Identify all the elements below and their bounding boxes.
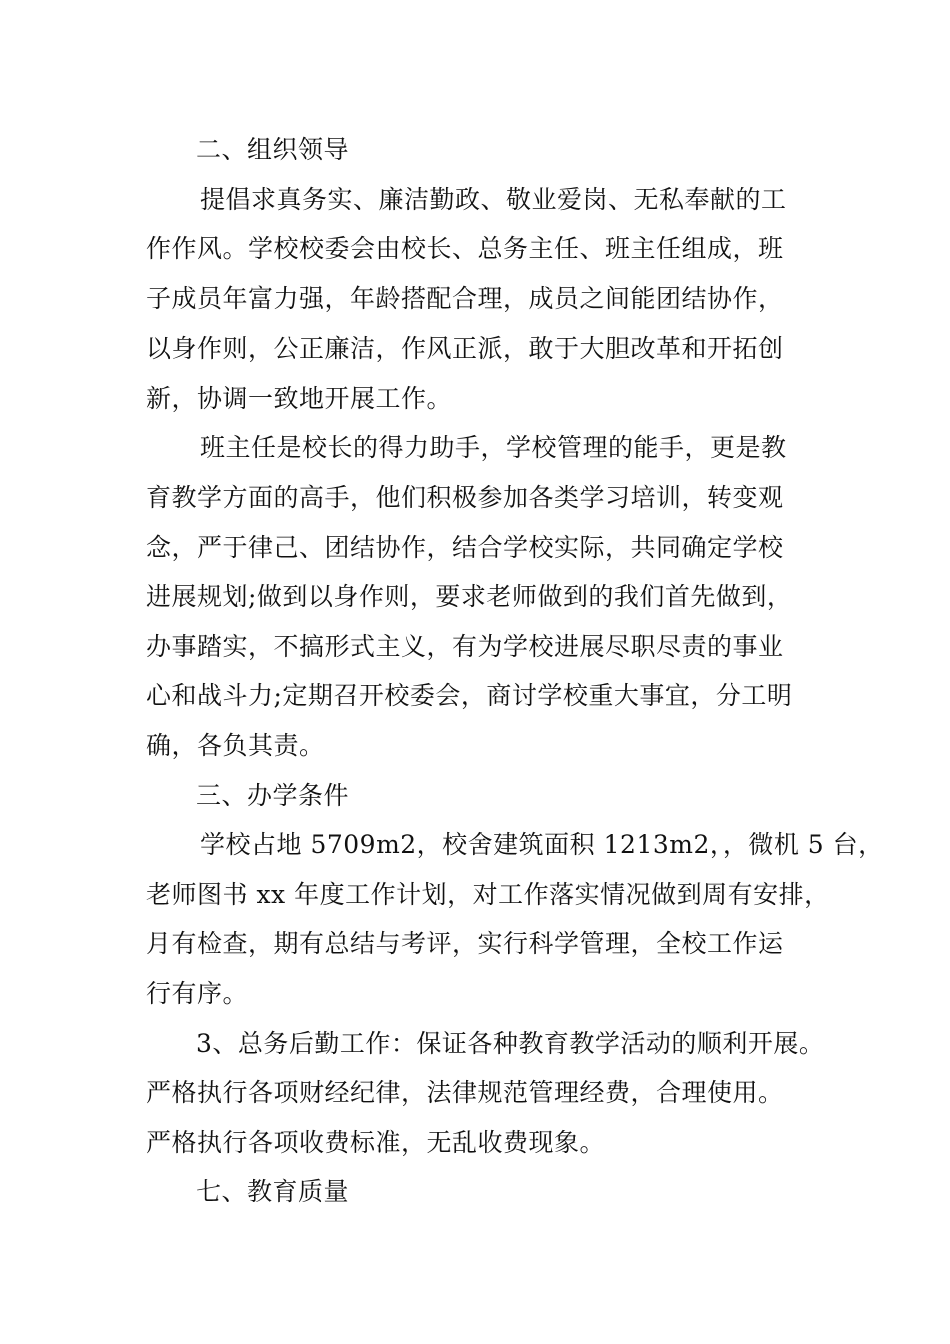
section-heading-organization: 二、组织领导	[196, 135, 350, 164]
paragraph-line: 行有序。	[146, 979, 249, 1008]
paragraph-line: 3、总务后勤工作：保证各种教育教学活动的顺利开展。	[196, 1029, 825, 1058]
section-heading-conditions: 三、办学条件	[196, 781, 350, 810]
paragraph-line: 严格执行各项收费标准，无乱收费现象。	[146, 1128, 606, 1157]
paragraph-line: 以身作则，公正廉洁，作风正派，敢于大胆改革和开拓创	[146, 334, 784, 363]
paragraph-line: 育教学方面的高手，他们积极参加各类学习培训，转变观	[146, 483, 784, 512]
paragraph-line: 学校占地 5709m2，校舍建筑面积 1213m2，，微机 5 台，	[200, 830, 884, 859]
paragraph-line: 老师图书 xx 年度工作计划，对工作落实情况做到周有安排，	[146, 880, 830, 909]
paragraph-line: 月有检查，期有总结与考评，实行科学管理，全校工作运	[146, 929, 784, 958]
section-heading-quality: 七、教育质量	[196, 1177, 350, 1206]
paragraph-line: 念，严于律己、团结协作，结合学校实际，共同确定学校	[146, 533, 784, 562]
paragraph-line: 班主任是校长的得力助手，学校管理的能手，更是教	[200, 433, 787, 462]
paragraph-line: 提倡求真务实、廉洁勤政、敬业爱岗、无私奉献的工	[200, 185, 787, 214]
paragraph-line: 进展规划;做到以身作则，要求老师做到的我们首先做到，	[146, 582, 793, 611]
paragraph-line: 新，协调一致地开展工作。	[146, 384, 453, 413]
paragraph-line: 子成员年富力强，年龄搭配合理，成员之间能团结协作，	[146, 284, 784, 313]
paragraph-line: 作作风。学校校委会由校长、总务主任、班主任组成，班	[146, 234, 784, 263]
paragraph-line: 严格执行各项财经纪律，法律规范管理经费，合理使用。	[146, 1078, 784, 1107]
paragraph-line: 心和战斗力;定期召开校委会，商讨学校重大事宜，分工明	[146, 681, 793, 710]
paragraph-line: 办事踏实，不搞形式主义，有为学校进展尽职尽责的事业	[146, 632, 784, 661]
paragraph-line: 确，各负其责。	[146, 731, 325, 760]
